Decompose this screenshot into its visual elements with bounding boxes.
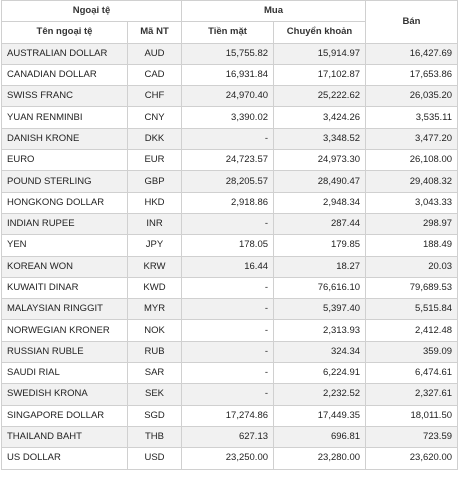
currency-code-cell: KWD [128, 277, 182, 298]
sell-cell: 6,474.61 [366, 363, 458, 384]
currency-name-cell: NORWEGIAN KRONER [2, 320, 128, 341]
buy-cash-cell: - [182, 384, 274, 405]
sell-cell: 26,035.20 [366, 86, 458, 107]
buy-transfer-cell: 17,449.35 [274, 405, 366, 426]
buy-cash-cell: 15,755.82 [182, 43, 274, 64]
sell-cell: 723.59 [366, 426, 458, 447]
sell-cell: 23,620.00 [366, 448, 458, 469]
buy-transfer-cell: 6,224.91 [274, 363, 366, 384]
currency-name-cell: AUSTRALIAN DOLLAR [2, 43, 128, 64]
buy-cash-cell: 24,970.40 [182, 86, 274, 107]
buy-transfer-cell: 17,102.87 [274, 64, 366, 85]
buy-transfer-cell: 287.44 [274, 213, 366, 234]
currency-code-cell: CHF [128, 86, 182, 107]
currency-code-cell: JPY [128, 235, 182, 256]
currency-name-cell: KUWAITI DINAR [2, 277, 128, 298]
currency-code-cell: SGD [128, 405, 182, 426]
currency-code-cell: DKK [128, 128, 182, 149]
buy-transfer-cell: 25,222.62 [274, 86, 366, 107]
sell-cell: 3,477.20 [366, 128, 458, 149]
buy-cash-cell: - [182, 320, 274, 341]
currency-name-cell: INDIAN RUPEE [2, 213, 128, 234]
buy-cash-cell: - [182, 363, 274, 384]
sell-cell: 79,689.53 [366, 277, 458, 298]
currency-code-cell: SEK [128, 384, 182, 405]
buy-cash-cell: - [182, 277, 274, 298]
currency-code-cell: AUD [128, 43, 182, 64]
buy-transfer-cell: 696.81 [274, 426, 366, 447]
table-row [2, 448, 458, 469]
currency-code-cell: MYR [128, 299, 182, 320]
buy-transfer-cell: 24,973.30 [274, 150, 366, 171]
sell-cell: 2,412.48 [366, 320, 458, 341]
buy-transfer-cell: 15,914.97 [274, 43, 366, 64]
buy-cash-cell: 28,205.57 [182, 171, 274, 192]
sell-cell: 16,427.69 [366, 43, 458, 64]
buy-transfer-cell: 2,232.52 [274, 384, 366, 405]
currency-name-cell: SWEDISH KRONA [2, 384, 128, 405]
exchange-rate-table [1, 0, 458, 470]
buy-transfer-cell: 5,397.40 [274, 299, 366, 320]
currency-name-cell: CANADIAN DOLLAR [2, 64, 128, 85]
buy-cash-cell: - [182, 341, 274, 362]
buy-transfer-cell: 28,490.47 [274, 171, 366, 192]
currency-code-cell: RUB [128, 341, 182, 362]
currency-name-cell: YEN [2, 235, 128, 256]
buy-cash-cell: 178.05 [182, 235, 274, 256]
currency-name-cell: EURO [2, 150, 128, 171]
sell-cell: 3,043.33 [366, 192, 458, 213]
buy-cash-cell: - [182, 299, 274, 320]
buy-transfer-cell: 179.85 [274, 235, 366, 256]
currency-code-cell: USD [128, 448, 182, 469]
table-body [2, 43, 458, 469]
table-row [2, 150, 458, 171]
currency-code-cell: CAD [128, 64, 182, 85]
header-currency-code: Mã NT [128, 22, 182, 43]
currency-code-cell: THB [128, 426, 182, 447]
currency-code-cell: GBP [128, 171, 182, 192]
sell-cell: 5,515.84 [366, 299, 458, 320]
sell-cell: 17,653.86 [366, 64, 458, 85]
sell-cell: 298.97 [366, 213, 458, 234]
currency-code-cell: NOK [128, 320, 182, 341]
table-row [2, 235, 458, 256]
currency-name-cell: SWISS FRANC [2, 86, 128, 107]
sell-cell: 3,535.11 [366, 107, 458, 128]
table-row [2, 341, 458, 362]
currency-name-cell: US DOLLAR [2, 448, 128, 469]
currency-name-cell: DANISH KRONE [2, 128, 128, 149]
table-row [2, 64, 458, 85]
table-row [2, 363, 458, 384]
currency-code-cell: KRW [128, 256, 182, 277]
header-buy-group: Mua [182, 1, 366, 22]
buy-cash-cell: - [182, 128, 274, 149]
table-row [2, 128, 458, 149]
currency-name-cell: HONGKONG DOLLAR [2, 192, 128, 213]
header-buy-cash: Tiền mặt [182, 22, 274, 43]
table-row [2, 299, 458, 320]
sell-cell: 29,408.32 [366, 171, 458, 192]
sell-cell: 188.49 [366, 235, 458, 256]
table-row [2, 107, 458, 128]
table-row [2, 86, 458, 107]
table-row [2, 320, 458, 341]
buy-cash-cell: 16,931.84 [182, 64, 274, 85]
header-buy-transfer: Chuyển khoản [274, 22, 366, 43]
currency-name-cell: RUSSIAN RUBLE [2, 341, 128, 362]
sell-cell: 359.09 [366, 341, 458, 362]
currency-code-cell: CNY [128, 107, 182, 128]
buy-cash-cell: 16.44 [182, 256, 274, 277]
buy-cash-cell: 17,274.86 [182, 405, 274, 426]
buy-transfer-cell: 324.34 [274, 341, 366, 362]
sell-cell: 26,108.00 [366, 150, 458, 171]
buy-transfer-cell: 18.27 [274, 256, 366, 277]
buy-cash-cell: - [182, 213, 274, 234]
sell-cell: 18,011.50 [366, 405, 458, 426]
buy-cash-cell: 627.13 [182, 426, 274, 447]
currency-name-cell: POUND STERLING [2, 171, 128, 192]
currency-code-cell: SAR [128, 363, 182, 384]
header-row-group [2, 1, 458, 22]
buy-cash-cell: 3,390.02 [182, 107, 274, 128]
currency-code-cell: HKD [128, 192, 182, 213]
currency-name-cell: YUAN RENMINBI [2, 107, 128, 128]
buy-transfer-cell: 23,280.00 [274, 448, 366, 469]
header-currency-name: Tên ngoại tệ [2, 22, 128, 43]
currency-code-cell: INR [128, 213, 182, 234]
buy-transfer-cell: 2,313.93 [274, 320, 366, 341]
header-currency-group: Ngoại tệ [2, 1, 182, 22]
header-sell: Bán [366, 1, 458, 44]
currency-name-cell: THAILAND BAHT [2, 426, 128, 447]
buy-transfer-cell: 3,348.52 [274, 128, 366, 149]
currency-name-cell: SAUDI RIAL [2, 363, 128, 384]
currency-name-cell: MALAYSIAN RINGGIT [2, 299, 128, 320]
buy-transfer-cell: 2,948.34 [274, 192, 366, 213]
sell-cell: 20.03 [366, 256, 458, 277]
currency-code-cell: EUR [128, 150, 182, 171]
table-row [2, 171, 458, 192]
buy-transfer-cell: 76,616.10 [274, 277, 366, 298]
table-row [2, 213, 458, 234]
buy-cash-cell: 2,918.86 [182, 192, 274, 213]
sell-cell: 2,327.61 [366, 384, 458, 405]
buy-transfer-cell: 3,424.26 [274, 107, 366, 128]
buy-cash-cell: 24,723.57 [182, 150, 274, 171]
currency-name-cell: KOREAN WON [2, 256, 128, 277]
table-row [2, 384, 458, 405]
table-row [2, 426, 458, 447]
table-row [2, 192, 458, 213]
buy-cash-cell: 23,250.00 [182, 448, 274, 469]
currency-name-cell: SINGAPORE DOLLAR [2, 405, 128, 426]
table-row [2, 256, 458, 277]
table-row [2, 43, 458, 64]
table-row [2, 405, 458, 426]
table-row [2, 277, 458, 298]
